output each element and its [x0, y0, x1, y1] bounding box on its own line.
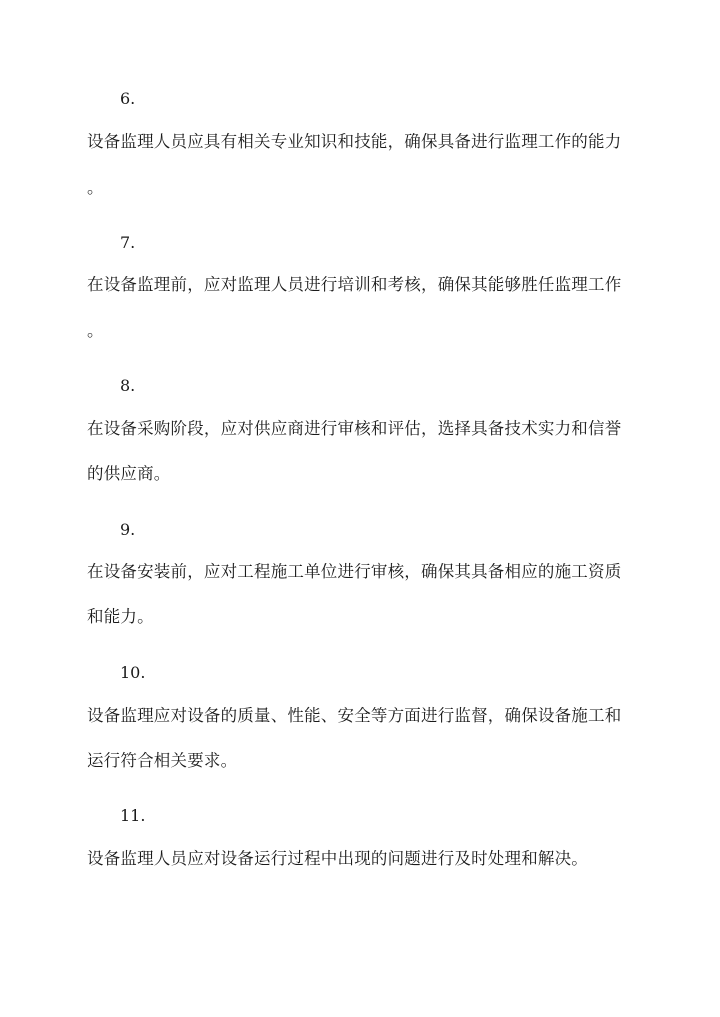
clause-text-line: 在设备安装前，应对工程施工单位进行审核，确保其具备相应的施工资质	[87, 562, 622, 581]
clause-text-line: 设备监理应对设备的质量、性能、安全等方面进行监督，确保设备施工和	[87, 706, 622, 725]
clause-text-line: 。	[87, 321, 104, 340]
clause-text-line: 设备监理人员应对设备运行过程中出现的问题进行及时处理和解决。	[87, 849, 588, 868]
clause-text-line: 在设备采购阶段，应对供应商进行审核和评估，选择具备技术实力和信誉	[87, 419, 622, 438]
clause-number: 11.	[120, 806, 146, 825]
clause-text-line: 运行符合相关要求。	[87, 751, 238, 770]
clause-text-line: 的供应商。	[87, 464, 171, 483]
clause-number: 9.	[120, 520, 136, 539]
clause-number: 6.	[120, 89, 136, 108]
clause-text-line: 。	[87, 178, 104, 197]
clause-text-line: 在设备监理前，应对监理人员进行培训和考核，确保其能够胜任监理工作	[87, 275, 622, 294]
clause-text-line: 设备监理人员应具有相关专业知识和技能，确保具备进行监理工作的能力	[87, 132, 622, 151]
clause-number: 8.	[120, 376, 136, 395]
clause-text-line: 和能力。	[87, 607, 154, 626]
clause-number: 7.	[120, 233, 136, 252]
clause-number: 10.	[120, 663, 146, 682]
